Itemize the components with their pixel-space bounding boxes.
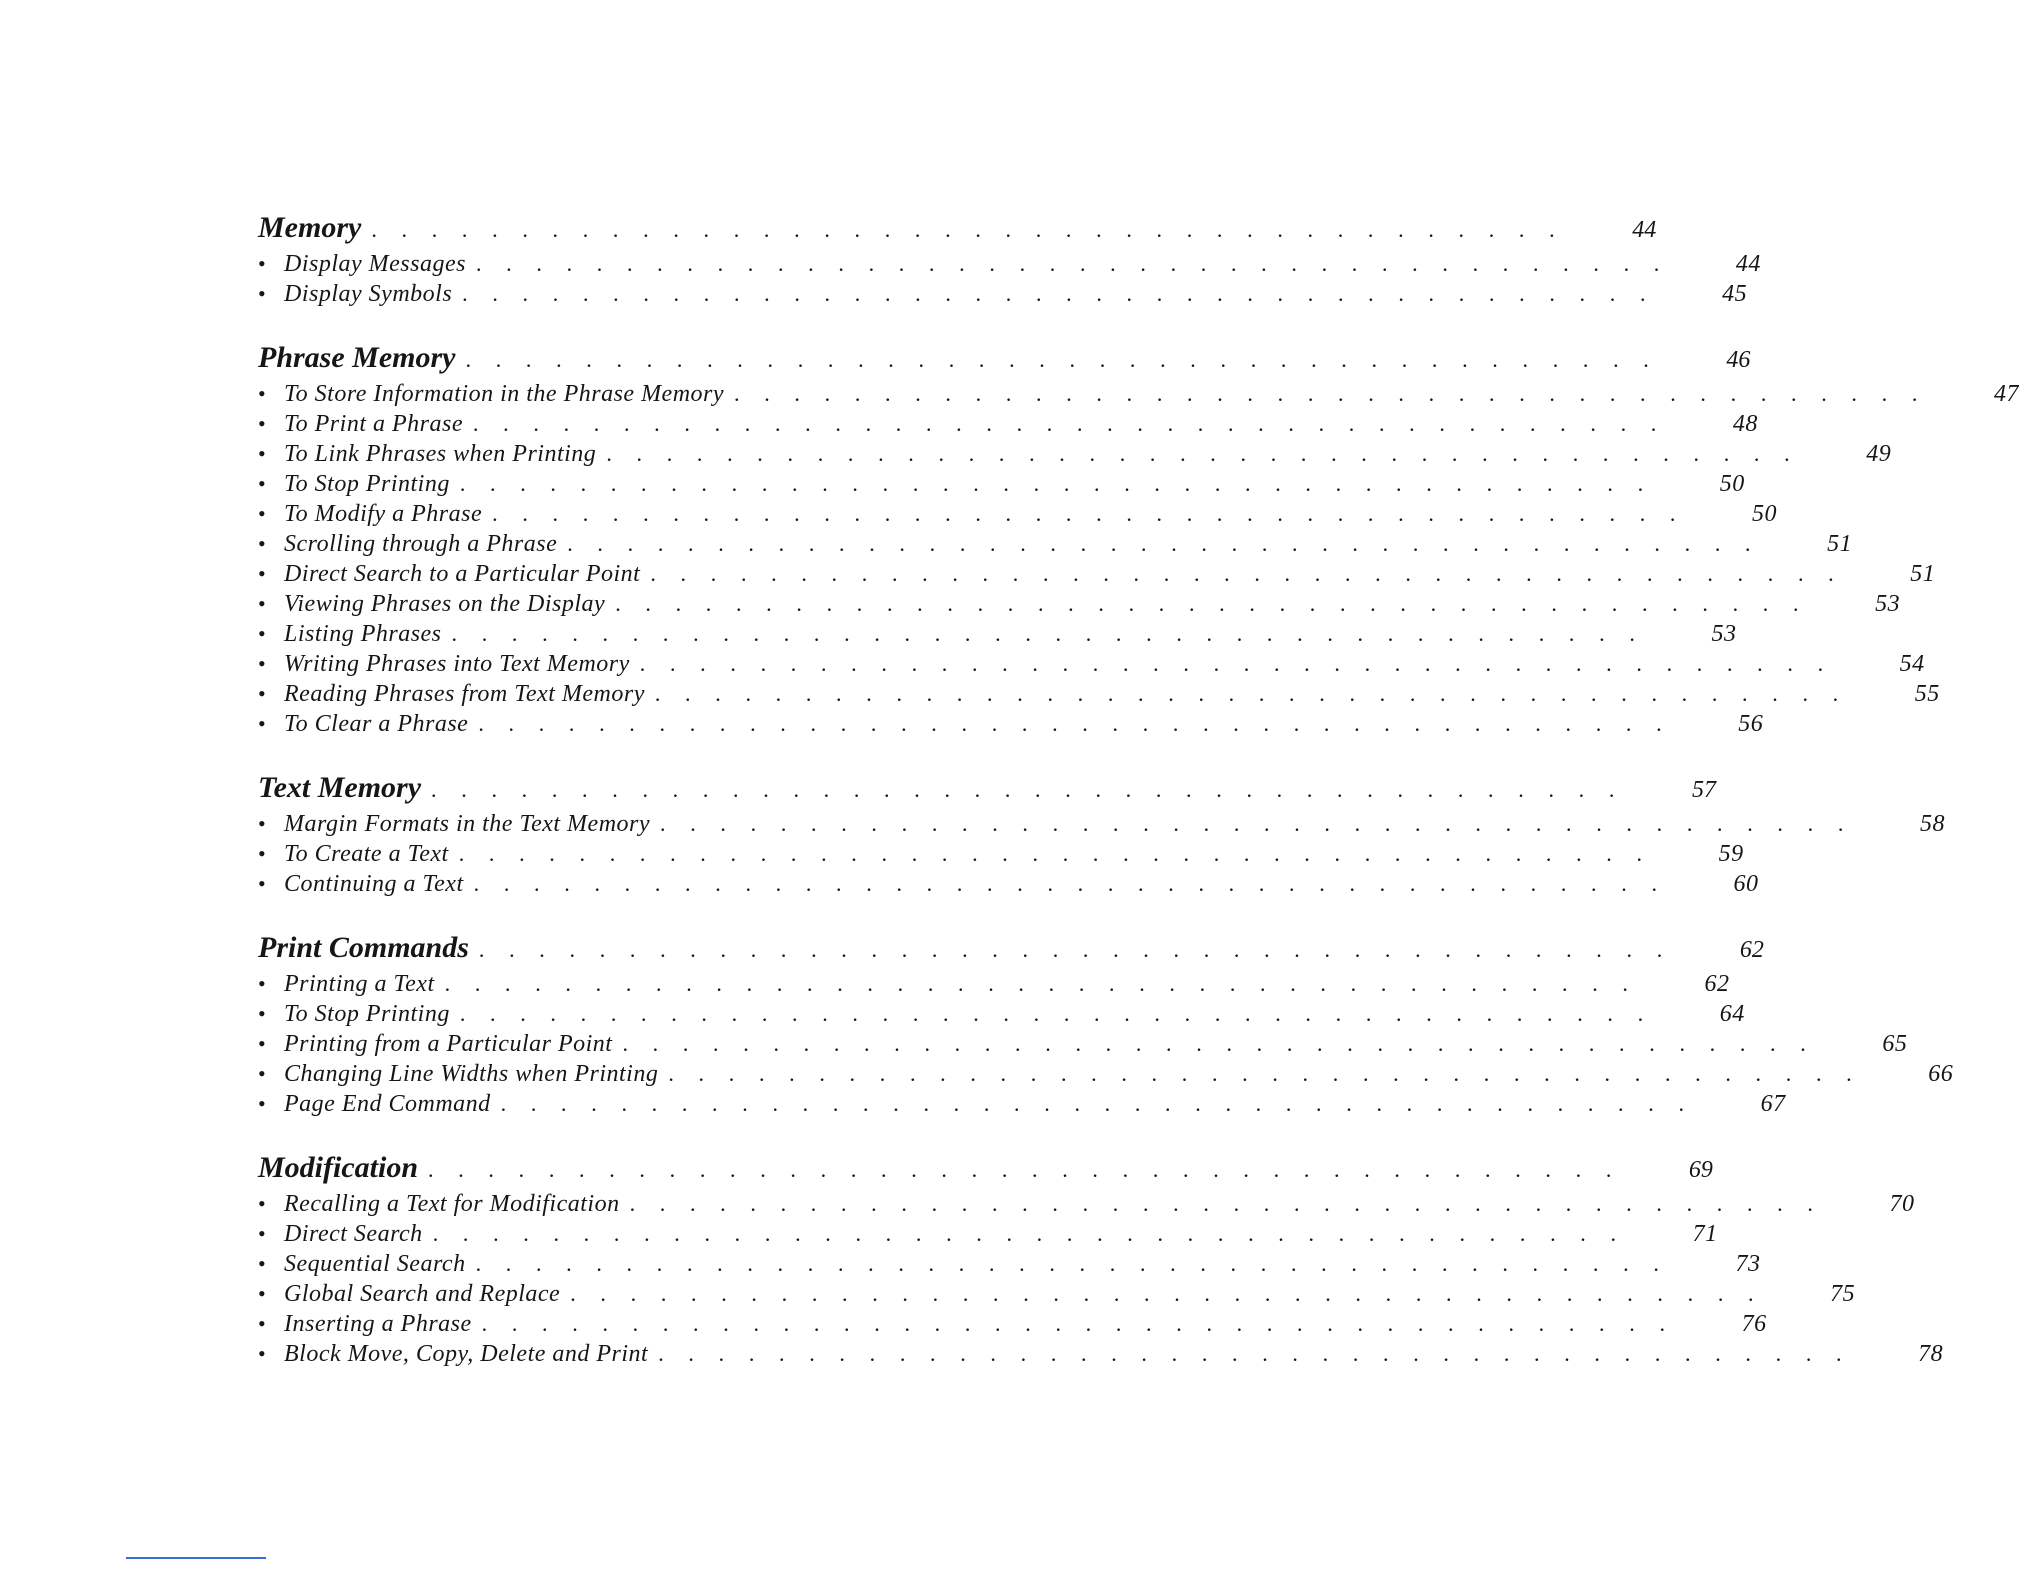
- dot-leader-dots: . . . . . . . . . . . . . . . . . . . . . . . . . . . . . . . . . . . . . . . .: [472, 411, 1666, 436]
- toc-entry[interactable]: [258, 999, 1745, 1029]
- entry-label: Continuing a Text: [284, 871, 464, 897]
- toc-entry[interactable]: [258, 409, 1758, 439]
- bullet-icon: •: [258, 1311, 267, 1336]
- section-title: Phrase Memory: [258, 341, 456, 374]
- dot-leader: [615, 589, 1808, 619]
- dot-leader: [501, 1089, 1694, 1119]
- dot-leader: [473, 409, 1666, 439]
- entry-page-number: 70: [1889, 1191, 1915, 1217]
- bullet-icon: •: [258, 1281, 267, 1306]
- entry-page-number: 51: [1827, 531, 1853, 557]
- toc-section-heading[interactable]: [258, 923, 1764, 965]
- entry-page-number: 58: [1919, 811, 1945, 837]
- dot-leader-dots: . . . . . . . . . . . . . . . . . . . . . . . . . . . . . . . . . . . . . . . .: [622, 1031, 1816, 1056]
- entry-label: Direct Search: [284, 1221, 423, 1247]
- dot-leader-dots: . . . . . . . . . . . . . . . . . . . . . . . . . . . . . . . . . . . . . . . .: [606, 441, 1800, 466]
- dot-leader-dots: . . . . . . . . . . . . . . . . . . . . . . . . . . . . . . . . . . . . . . . .: [478, 937, 1672, 962]
- entry-label: Printing from a Particular Point: [284, 1031, 613, 1057]
- dot-leader-dots: . . . . . . . . . . . . . . . . . . . . . . . . . . . . . . . . . . . . . . . .: [465, 347, 1659, 372]
- toc-entry[interactable]: [258, 379, 2019, 409]
- entry-label: Global Search and Replace: [284, 1281, 561, 1307]
- dot-leader: [476, 1249, 1669, 1279]
- dot-leader: [433, 1219, 1626, 1249]
- dot-leader: [660, 809, 1853, 839]
- toc-entry[interactable]: [258, 559, 1936, 589]
- dot-leader-dots: . . . . . . . . . . . . . . . . . . . . . . . . . . . . . . . . . . . . . . . .: [451, 621, 1645, 646]
- dot-leader: [479, 929, 1672, 971]
- dot-leader-dots: . . . . . . . . . . . . . . . . . . . . . . . . . . . . . . . . . . . . . . . .: [371, 217, 1565, 242]
- entry-page-number: 55: [1914, 681, 1940, 707]
- entry-label: To Stop Printing: [284, 1001, 450, 1027]
- bullet-icon: •: [258, 811, 267, 836]
- entry-label: Scrolling through a Phrase: [284, 531, 558, 557]
- entry-label: Display Messages: [284, 251, 466, 277]
- bullet-icon: •: [258, 281, 267, 306]
- entry-page-number: 75: [1830, 1281, 1856, 1307]
- entry-page-number: 44: [1735, 251, 1761, 277]
- entry-page-number: 49: [1866, 441, 1892, 467]
- bullet-icon: •: [258, 681, 267, 706]
- entry-page-number: 50: [1752, 501, 1778, 527]
- section-title: Print Commands: [258, 931, 469, 964]
- entry-label: To Modify a Phrase: [284, 501, 483, 527]
- dot-leader: [445, 969, 1638, 999]
- entry-label: Margin Formats in the Text Memory: [284, 811, 651, 837]
- entry-label: Writing Phrases into Text Memory: [284, 651, 630, 677]
- bullet-icon: •: [258, 531, 267, 556]
- entry-page-number: 47: [1993, 381, 2019, 407]
- dot-leader-dots: . . . . . . . . . . . . . . . . . . . . . . . . . . . . . . . . . . . . . . . .: [444, 971, 1638, 996]
- dot-leader-dots: . . . . . . . . . . . . . . . . . . . . . . . . . . . . . . . . . . . . . . . .: [570, 1281, 1764, 1306]
- dot-leader: [431, 769, 1624, 811]
- dot-leader-dots: . . . . . . . . . . . . . . . . . . . . . . . . . . . . . . . . . . . . . . . .: [473, 871, 1667, 896]
- toc-section-heading[interactable]: [258, 1143, 1713, 1185]
- dot-leader-dots: . . . . . . . . . . . . . . . . . . . . . . . . . . . . . . . . . . . . . . . .: [668, 1061, 1862, 1086]
- entry-label: Changing Line Widths when Printing: [284, 1061, 659, 1087]
- dot-leader-dots: . . . . . . . . . . . . . . . . . . . . . . . . . . . . . . . . . . . . . . . .: [500, 1091, 1694, 1116]
- entry-page-number: 48: [1732, 411, 1758, 437]
- toc-entry[interactable]: [258, 839, 1744, 869]
- entry-page-number: 64: [1719, 1001, 1745, 1027]
- bullet-icon: •: [258, 381, 267, 406]
- bullet-icon: •: [258, 1091, 267, 1116]
- dot-leader: [622, 1029, 1815, 1059]
- dot-leader: [428, 1149, 1621, 1191]
- entry-page-number: 51: [1910, 561, 1936, 587]
- dot-leader: [640, 649, 1833, 679]
- entry-label: To Link Phrases when Printing: [284, 441, 597, 467]
- dot-leader: [460, 999, 1653, 1029]
- toc-entry[interactable]: [258, 969, 1730, 999]
- dot-leader: [658, 1339, 1851, 1369]
- toc-section-heading[interactable]: [258, 203, 1657, 245]
- section-page-number: 44: [1632, 217, 1657, 243]
- dot-leader-dots: . . . . . . . . . . . . . . . . . . . . . . . . . . . . . . . . . . . . . . . .: [459, 1001, 1653, 1026]
- bullet-icon: •: [258, 1341, 267, 1366]
- toc-entry[interactable]: [258, 1309, 1767, 1339]
- dot-leader: [630, 1189, 1823, 1219]
- entry-page-number: 59: [1718, 841, 1744, 867]
- dot-leader-dots: . . . . . . . . . . . . . . . . . . . . . . . . . . . . . . . . . . . . . . . .: [478, 711, 1672, 736]
- toc-entry[interactable]: [258, 1249, 1761, 1279]
- bullet-icon: •: [258, 1191, 267, 1216]
- dot-leader-dots: . . . . . . . . . . . . . . . . . . . . . . . . . . . . . . . . . . . . . . . .: [431, 777, 1624, 802]
- entry-page-number: 45: [1722, 281, 1748, 307]
- bullet-icon: •: [258, 411, 267, 436]
- dot-leader-dots: . . . . . . . . . . . . . . . . . . . . . . . . . . . . . . . . . . . . . . . .: [734, 381, 1927, 406]
- dot-leader-dots: . . . . . . . . . . . . . . . . . . . . . . . . . . . . . . . . . . . . . . . .: [432, 1221, 1626, 1246]
- section-page-number: 46: [1726, 347, 1751, 373]
- entry-page-number: 62: [1704, 971, 1730, 997]
- toc-section-heading[interactable]: [258, 333, 1751, 375]
- dot-leader: [474, 869, 1667, 899]
- bullet-icon: •: [258, 1251, 267, 1276]
- dot-leader-dots: . . . . . . . . . . . . . . . . . . . . . . . . . . . . . . . . . . . . . . . .: [428, 1157, 1621, 1182]
- toc-section: [258, 333, 2019, 739]
- dot-leader: [734, 379, 1927, 409]
- entry-label: Listing Phrases: [284, 621, 442, 647]
- toc-section: [258, 763, 1945, 899]
- dot-leader-dots: . . . . . . . . . . . . . . . . . . . . . . . . . . . . . . . . . . . . . . . .: [475, 1251, 1669, 1276]
- entry-page-number: 67: [1760, 1091, 1786, 1117]
- entry-page-number: 76: [1741, 1311, 1767, 1337]
- bullet-icon: •: [258, 471, 267, 496]
- bullet-icon: •: [258, 441, 267, 466]
- bullet-icon: •: [258, 841, 267, 866]
- entry-page-number: 73: [1735, 1251, 1761, 1277]
- toc-entry[interactable]: [258, 1059, 1954, 1089]
- dot-leader: [476, 249, 1669, 279]
- section-page-number: 57: [1691, 777, 1716, 803]
- dot-leader: [570, 1279, 1763, 1309]
- toc-entry[interactable]: [258, 869, 1759, 899]
- entry-label: Inserting a Phrase: [284, 1311, 472, 1337]
- section-title: Memory: [258, 211, 362, 244]
- toc-entry[interactable]: [258, 709, 1764, 739]
- bullet-icon: •: [258, 501, 267, 526]
- footer-rule: [126, 1557, 266, 1559]
- dot-leader-dots: . . . . . . . . . . . . . . . . . . . . . . . . . . . . . . . . . . . . . . . .: [459, 471, 1653, 496]
- entry-label: Display Symbols: [284, 281, 453, 307]
- toc-entry[interactable]: [258, 279, 1748, 309]
- toc-entry[interactable]: [258, 1339, 1944, 1369]
- dot-leader: [567, 529, 1760, 559]
- toc-section-heading[interactable]: [258, 763, 1716, 805]
- bullet-icon: •: [258, 971, 267, 996]
- bullet-icon: •: [258, 1061, 267, 1086]
- bullet-icon: •: [258, 1001, 267, 1026]
- bullet-icon: •: [258, 591, 267, 616]
- entry-page-number: 66: [1928, 1061, 1954, 1087]
- bullet-icon: •: [258, 561, 267, 586]
- entry-page-number: 60: [1733, 871, 1759, 897]
- dot-leader-dots: . . . . . . . . . . . . . . . . . . . . . . . . . . . . . . . . . . . . . . . .: [481, 1311, 1675, 1336]
- entry-page-number: 78: [1918, 1341, 1944, 1367]
- bullet-icon: •: [258, 621, 267, 646]
- bullet-icon: •: [258, 1031, 267, 1056]
- dot-leader-dots: . . . . . . . . . . . . . . . . . . . . . . . . . . . . . . . . . . . . . . . .: [462, 281, 1656, 306]
- dot-leader: [371, 209, 1564, 251]
- dot-leader-dots: . . . . . . . . . . . . . . . . . . . . . . . . . . . . . . . . . . . . . . . .: [639, 651, 1833, 676]
- toc-entry[interactable]: [258, 499, 1778, 529]
- section-page-number: 69: [1688, 1157, 1713, 1183]
- section-page-number: 62: [1739, 937, 1764, 963]
- dot-leader: [466, 339, 1659, 381]
- bullet-icon: •: [258, 711, 267, 736]
- section-title: Text Memory: [258, 771, 422, 804]
- entry-label: Sequential Search: [284, 1251, 466, 1277]
- entry-label: Block Move, Copy, Delete and Print: [284, 1341, 649, 1367]
- toc-section: [258, 1143, 1944, 1369]
- toc-entry[interactable]: [258, 649, 1925, 679]
- dot-leader: [650, 559, 1843, 589]
- dot-leader-dots: . . . . . . . . . . . . . . . . . . . . . . . . . . . . . . . . . . . . . . . .: [654, 681, 1848, 706]
- dot-leader: [668, 1059, 1861, 1089]
- entry-label: Recalling a Text for Modification: [284, 1191, 620, 1217]
- entry-page-number: 53: [1875, 591, 1901, 617]
- table-of-contents: [258, 203, 2019, 1369]
- dot-leader: [655, 679, 1848, 709]
- toc-entry[interactable]: [258, 1029, 1908, 1059]
- dot-leader: [482, 1309, 1675, 1339]
- entry-label: To Stop Printing: [284, 471, 450, 497]
- bullet-icon: •: [258, 651, 267, 676]
- toc-entry[interactable]: [258, 439, 1892, 469]
- dot-leader: [462, 279, 1655, 309]
- entry-label: To Clear a Phrase: [284, 711, 469, 737]
- dot-leader-dots: . . . . . . . . . . . . . . . . . . . . . . . . . . . . . . . . . . . . . . . .: [629, 1191, 1823, 1216]
- dot-leader: [492, 499, 1685, 529]
- toc-entry[interactable]: [258, 529, 1853, 559]
- bullet-icon: •: [258, 871, 267, 896]
- toc-section: [258, 923, 1954, 1119]
- entry-label: To Print a Phrase: [284, 411, 463, 437]
- dot-leader-dots: . . . . . . . . . . . . . . . . . . . . . . . . . . . . . . . . . . . . . . . .: [567, 531, 1761, 556]
- dot-leader-dots: . . . . . . . . . . . . . . . . . . . . . . . . . . . . . . . . . . . . . . . .: [615, 591, 1809, 616]
- toc-entry[interactable]: [258, 249, 1761, 279]
- entry-page-number: 53: [1711, 621, 1737, 647]
- entry-label: Reading Phrases from Text Memory: [284, 681, 645, 707]
- bullet-icon: •: [258, 251, 267, 276]
- dot-leader-dots: . . . . . . . . . . . . . . . . . . . . . . . . . . . . . . . . . . . . . . . .: [475, 251, 1669, 276]
- entry-page-number: 56: [1738, 711, 1764, 737]
- dot-leader: [478, 709, 1671, 739]
- dot-leader: [459, 839, 1652, 869]
- dot-leader: [460, 469, 1653, 499]
- entry-page-number: 71: [1692, 1221, 1718, 1247]
- toc-entry[interactable]: [258, 469, 1745, 499]
- dot-leader-dots: . . . . . . . . . . . . . . . . . . . . . . . . . . . . . . . . . . . . . . . .: [660, 811, 1853, 836]
- section-title: Modification: [258, 1151, 419, 1184]
- dot-leader-dots: . . . . . . . . . . . . . . . . . . . . . . . . . . . . . . . . . . . . . . . .: [492, 501, 1686, 526]
- dot-leader: [606, 439, 1799, 469]
- entry-page-number: 54: [1899, 651, 1925, 677]
- dot-leader: [452, 619, 1645, 649]
- toc-section: [258, 203, 1761, 309]
- entry-label: Viewing Phrases on the Display: [284, 591, 606, 617]
- toc-entry[interactable]: [258, 679, 1940, 709]
- entry-label: To Store Information in the Phrase Memory: [284, 381, 725, 407]
- entry-label: Printing a Text: [284, 971, 435, 997]
- toc-entry[interactable]: [258, 589, 1901, 619]
- entry-label: To Create a Text: [284, 841, 449, 867]
- dot-leader-dots: . . . . . . . . . . . . . . . . . . . . . . . . . . . . . . . . . . . . . . . .: [650, 561, 1844, 586]
- toc-entry[interactable]: [258, 1189, 1915, 1219]
- toc-entry[interactable]: [258, 619, 1737, 649]
- toc-entry[interactable]: [258, 1089, 1786, 1119]
- toc-entry[interactable]: [258, 809, 1945, 839]
- dot-leader-dots: . . . . . . . . . . . . . . . . . . . . . . . . . . . . . . . . . . . . . . . .: [658, 1341, 1852, 1366]
- entry-page-number: 65: [1882, 1031, 1908, 1057]
- bullet-icon: •: [258, 1221, 267, 1246]
- toc-entry[interactable]: [258, 1219, 1718, 1249]
- toc-entry[interactable]: [258, 1279, 1856, 1309]
- dot-leader-dots: . . . . . . . . . . . . . . . . . . . . . . . . . . . . . . . . . . . . . . . .: [458, 841, 1652, 866]
- entry-label: Direct Search to a Particular Point: [284, 561, 641, 587]
- entry-label: Page End Command: [284, 1091, 491, 1117]
- entry-page-number: 50: [1719, 471, 1745, 497]
